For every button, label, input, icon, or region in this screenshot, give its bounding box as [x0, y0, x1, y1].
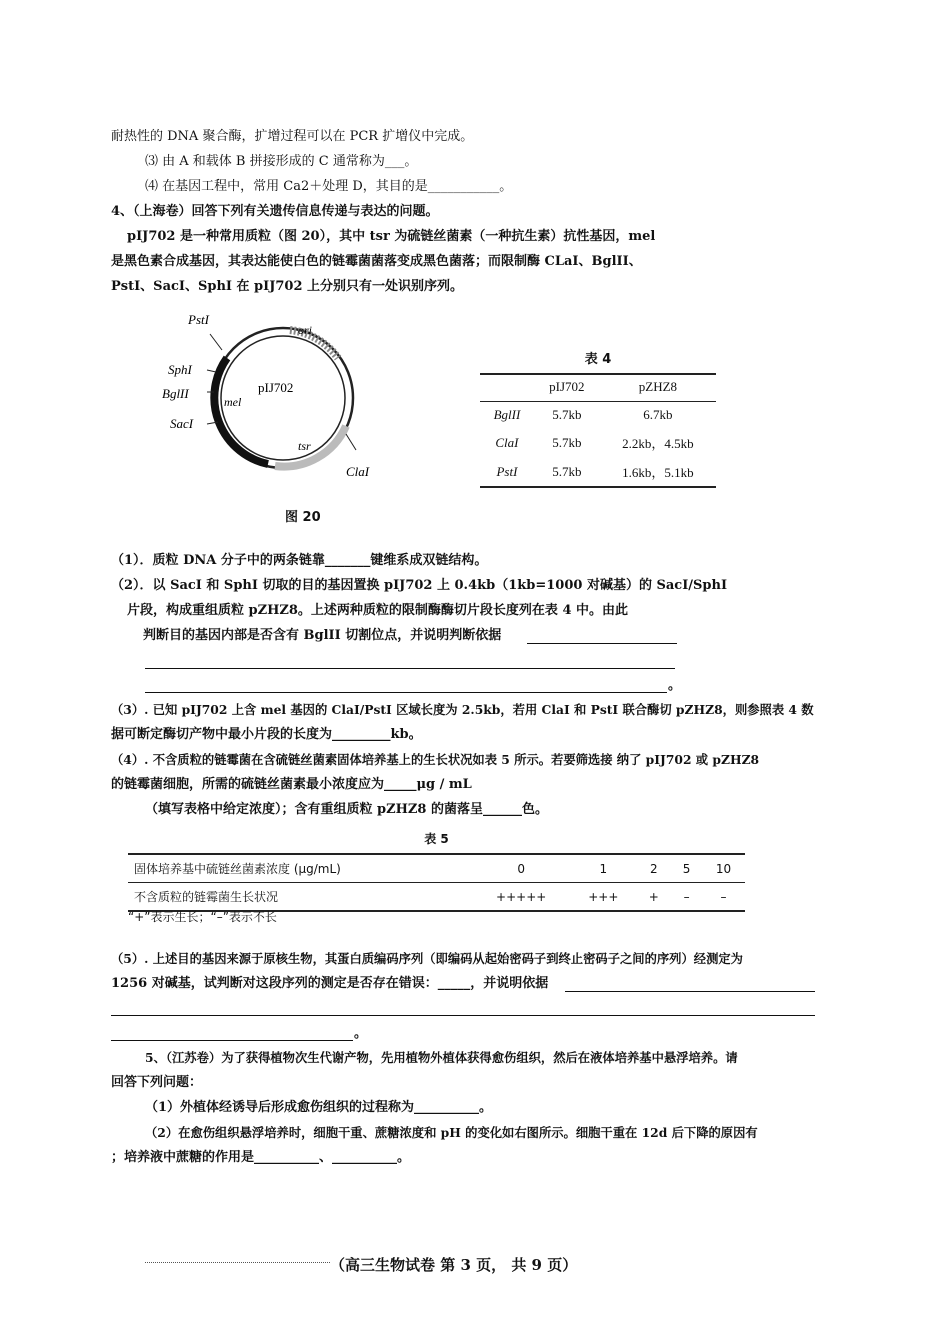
question-1: （1）．质粒 DNA 分子中的两条链靠_______键维系成双链结构。	[111, 553, 488, 568]
table-cell: 5.7kb	[552, 434, 582, 450]
answer-line	[565, 991, 815, 992]
plasmid-name: pIJ702	[258, 380, 294, 395]
table-cell: 不含质粒的链霉菌生长状况	[128, 883, 472, 912]
footer-dots	[145, 1262, 330, 1263]
table-header: pIJ702	[534, 374, 600, 402]
table-row	[128, 854, 745, 883]
table-cell: 5	[671, 854, 702, 883]
text-line: 是黑色素合成基因，其表达能使白色的链霉菌菌落变成黑色菌落；而限制酶 CLaI、BglII、	[111, 254, 642, 269]
table-4	[480, 348, 716, 488]
table-cell: 1.6kb，5.1kb	[600, 457, 716, 487]
text-line: （2）在愈伤组织悬浮培养时，细胞干重、蔗糖浓度和 pH 的变化如右图所示。细胞干重在 12d 后下降的原因有	[145, 1125, 758, 1140]
text-line: 。	[354, 1026, 368, 1041]
sac-label: SacI	[170, 416, 194, 431]
text-line: ；培养液中蔗糖的作用是__________、__________。	[111, 1150, 411, 1165]
text-line: pIJ702 是一种常用质粒（图 20），其中 tsr 为硫链丝菌素（一种抗生素）抗性基因，mel	[127, 229, 656, 244]
table-row	[128, 883, 745, 912]
table-cell: 5.7kb	[534, 457, 600, 487]
table-header	[480, 374, 534, 402]
answer-line	[145, 692, 667, 693]
text-line: 的链霉菌细胞，所需的硫链丝菌素最小浓度应为_____μg / mL	[111, 777, 472, 792]
question-5: （5）. 上述目的基因来源于原核生物，其蛋白质编码序列（即编码从起始密码子到终止密码子之间的序列）经测定为	[111, 951, 743, 966]
text-line: 片段，构成重组质粒 pZHZ8。上述两种质粒的限制酶酶切片段长度列在表 4 中。由此	[127, 603, 629, 618]
table-cell: PstI	[480, 457, 534, 487]
table-cell: +	[636, 883, 671, 912]
question-heading: 4、（上海卷）回答下列有关遗传信息传递与表达的问题。	[111, 204, 439, 219]
question-4: （4）. 不含质粒的链霉菌在含硫链丝菌素固体培养基上的生长状况如表 5 所示。若要筛选接 纳了 pIJ702 或 pZHZ8	[111, 752, 760, 767]
mel-label: mel	[224, 395, 242, 409]
text-line: ⑷ 在基因工程中，常用 Ca2＋处理 D，其目的是___________。	[145, 179, 513, 194]
page-footer: （高三生物试卷 第 3 页， 共 9 页）	[330, 1256, 578, 1274]
cla-label: ClaI	[346, 464, 370, 479]
text-line: （1）外植体经诱导后形成愈伤组织的过程称为__________。	[145, 1100, 493, 1115]
table-header: pZHZ8	[600, 374, 716, 402]
table-cell: 5.7kb	[552, 407, 582, 422]
text-line: （填写表格中给定浓度）；含有重组质粒 pZHZ8 的菌落呈______色。	[145, 802, 548, 817]
table-5	[128, 830, 745, 912]
ori-label: ori	[298, 323, 313, 337]
table-cell: 6.7kb	[643, 407, 673, 422]
table-5-caption: 表 5	[424, 832, 449, 846]
text-line: 1256 对碱基，试判断对这段序列的测定是否存在错误：_____，并说明依据	[111, 976, 549, 991]
text-line: 回答下列问题：	[111, 1075, 203, 1090]
table-cell: 1	[570, 854, 636, 883]
question-2: （2）．以 SacI 和 SphI 切取的目的基因置换 pIJ702 上 0.4kb（1kb=1000 对碱基）的 SacI/SphI	[111, 578, 728, 593]
answer-line	[111, 1015, 815, 1016]
table-cell: 0	[472, 854, 570, 883]
text-line: 。	[668, 678, 682, 693]
table-cell: BglII	[493, 407, 521, 422]
table-cell: –	[702, 883, 745, 912]
table-4-caption: 表 4	[584, 352, 612, 367]
answer-line	[111, 1040, 353, 1041]
sph-label: SphI	[168, 362, 192, 377]
question-3: （3）. 已知 pIJ702 上含 mel 基因的 ClaI/PstI 区域长度为 2.5kb，若用 ClaI 和 PstI 联合酶切 pZHZ8，则参照表 4 数	[111, 702, 814, 717]
table-cell: +++++	[472, 883, 570, 912]
figure-caption: 图 20	[285, 510, 321, 525]
table-5-note: “+”表示生长；“–”表示不长	[128, 910, 277, 924]
question-heading: 5、（江苏卷）为了获得植物次生代谢产物，先用植物外植体获得愈伤组织，然后在液体培养基中悬浮培养。请	[145, 1050, 738, 1065]
text-line: ⑶ 由 A 和载体 B 拼接形成的 C 通常称为___。	[145, 154, 418, 169]
table-cell: +++	[570, 883, 636, 912]
table-cell: 2.2kb，4.5kb	[622, 436, 694, 451]
table-row	[480, 428, 716, 457]
answer-line	[527, 643, 677, 644]
text-line: 判断目的基因内部是否含有 BglII 切割位点，并说明判断依据	[143, 628, 502, 643]
table-cell: ClaI	[495, 434, 519, 450]
plasmid-diagram	[150, 300, 410, 520]
text-line: 耐热性的 DNA 聚合酶，扩增过程可以在 PCR 扩增仪中完成。	[111, 129, 474, 144]
tsr-label: tsr	[298, 439, 311, 453]
table-row	[480, 457, 716, 487]
pst-label: PstI	[188, 312, 209, 327]
table-cell: 2	[636, 854, 671, 883]
text-line: PstI、SacI、SphI 在 pIJ702 上分别只有一处识别序列。	[111, 279, 464, 294]
answer-line	[145, 668, 675, 669]
bgl-label: BglII	[162, 386, 189, 401]
table-row	[480, 402, 716, 429]
text-line: 据可断定酶切产物中最小片段的长度为_________kb。	[111, 727, 422, 742]
table-cell: 固体培养基中硫链丝菌素浓度 (μg/mL)	[128, 854, 472, 883]
table-cell: –	[671, 883, 702, 912]
table-cell: 10	[702, 854, 745, 883]
